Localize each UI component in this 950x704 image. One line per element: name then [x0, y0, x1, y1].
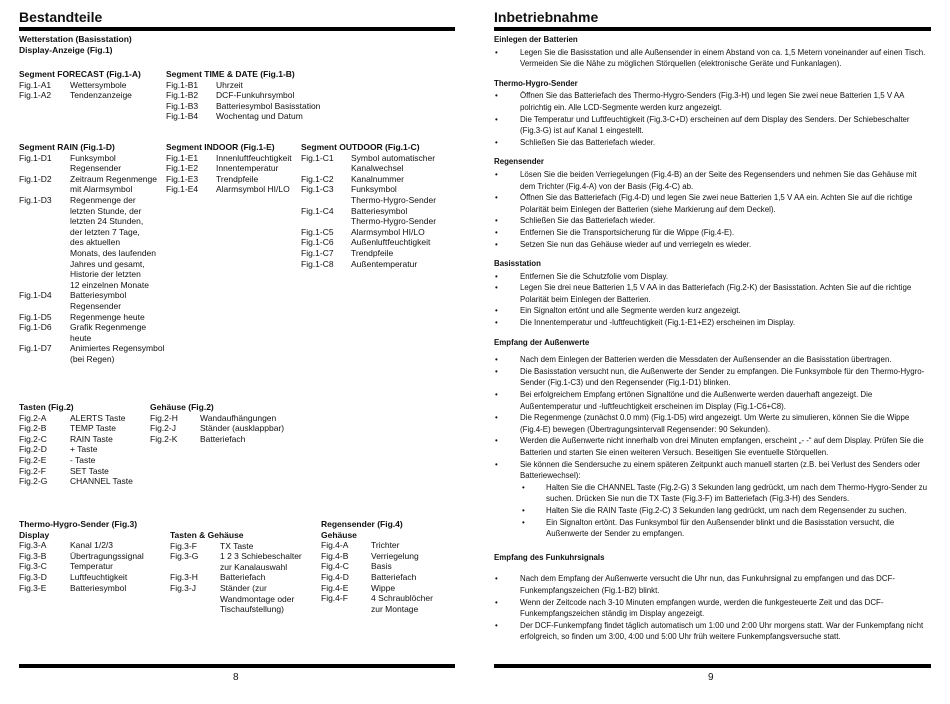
legend-row — [19, 248, 164, 259]
legend-description: des aktuellen — [70, 237, 121, 248]
legend-indoor — [166, 142, 292, 195]
legend-code: Fig.2-E — [19, 454, 47, 465]
legend-row — [19, 540, 144, 551]
legend-table — [301, 153, 436, 270]
bullet-list — [494, 271, 931, 329]
legend-code: Fig.2-J — [150, 423, 176, 434]
legend-code — [19, 354, 70, 365]
legend-row — [301, 227, 436, 238]
legend-description: Batteriefach — [371, 571, 417, 582]
legend-description: Batteriesymbol — [351, 205, 408, 216]
footer-rule — [19, 664, 455, 668]
list-item: • Die Temperatur und Luftfeuchtigkeit (Fig.3-C+D) erscheinen auf dem Display des Senders. Der Schiebeschalter (Fig.3-G) ist auf Kanal 1 eingestellt. — [494, 114, 931, 137]
legend-row — [321, 593, 433, 604]
legend-description: Wochentag und Datum — [216, 111, 303, 122]
legend-row — [301, 259, 436, 270]
legend-description: letzten 24 Stunden, — [70, 216, 144, 227]
section-title: Empfang der Außenwerte — [494, 337, 590, 347]
page-heading: Bestandteile — [19, 9, 103, 25]
list-item: • Setzen Sie nun das Gehäuse wieder auf und verriegeln es wieder. — [494, 239, 931, 251]
list-item: • Nach dem Einlegen der Batterien werden die Messdaten der Außensender an die Basisstation übertragen. — [494, 354, 931, 366]
legend-forecast — [19, 69, 141, 101]
legend-code: Fig.1-C1 — [301, 152, 334, 163]
heading-rule — [19, 27, 455, 31]
legend-row — [19, 455, 133, 466]
legend-code: Fig.3-J — [170, 582, 196, 593]
legend-row — [19, 476, 133, 487]
legend-code: Fig.3-D — [19, 571, 47, 582]
legend-table — [19, 80, 132, 101]
legend-code: Fig.1-B1 — [166, 79, 199, 90]
legend-description: Historie der letzten — [70, 269, 141, 280]
legend-description: Monats, des laufenden — [70, 247, 157, 258]
legend-description: Temperatur — [70, 561, 113, 572]
legend-description: Animiertes Regensymbol — [70, 343, 165, 354]
legend-table — [166, 80, 320, 122]
group-title: Segment OUTDOOR (Fig.1-C) — [301, 142, 420, 152]
legend-row — [19, 333, 164, 344]
legend-description: Trendpfeile — [216, 173, 259, 184]
list-item: • Nach dem Empfang der Außenwerte versucht die Uhr nun, das Funkuhrsignal zu empfangen und das DCF-Funkempfangszeichen (Fig.1-B2) blinkt. — [494, 573, 931, 596]
legend-code: Fig.3-H — [170, 572, 198, 583]
legend-description: Wandmontage oder — [220, 593, 295, 604]
legend-description: RAIN Taste — [70, 433, 113, 444]
legend-code: Fig.3-E — [19, 582, 47, 593]
legend-table — [166, 153, 292, 195]
legend-table — [150, 413, 284, 445]
section-title: Basisstation — [494, 259, 541, 269]
legend-row — [19, 206, 164, 217]
legend-description: Thermo-Hygro-Sender — [351, 216, 437, 227]
legend-row — [301, 195, 436, 206]
list-item: • Bei erfolgreichem Empfang ertönen Signaltöne und die Außenwerte werden dauerhaft angezeigt. Die Außentemperatur und -luftfeuchtigkeit erscheinen im Display (Fig.1-C6+C8). — [494, 389, 931, 412]
legend-code — [19, 269, 70, 280]
legend-code — [19, 333, 70, 344]
legend-row — [166, 90, 320, 101]
legend-description: Übertragungssignal — [70, 550, 144, 561]
list-item: • Ein Signalton ertönt. Das Funksymbol für den Außensender blinkt und die Basisstation versucht, die Außenwerte der Sender zu empfangen. — [494, 517, 931, 540]
list-item: • Öffnen Sie das Batteriefach des Thermo-Hygro-Senders (Fig.3-H) und legen Sie zwei neue Batterien 1,5 V AA polrichtig ein. Alle LCD-Segmente werden kurz angezeigt. — [494, 90, 931, 113]
legend-row — [321, 551, 433, 562]
legend-description: Symbol automatischer — [351, 152, 436, 163]
section-title: Thermo-Hygro-Sender — [494, 78, 578, 88]
legend-code: Fig.1-D5 — [19, 311, 52, 322]
legend-row — [170, 604, 302, 615]
legend-code: Fig.3-A — [19, 540, 47, 551]
legend-row — [19, 312, 164, 323]
list-item: • Schließen Sie das Batteriefach wieder. — [494, 137, 931, 149]
legend-code: Fig.1-E4 — [166, 184, 199, 195]
legend-row — [19, 551, 144, 562]
legend-description: Uhrzeit — [216, 79, 243, 90]
legend-row — [301, 184, 436, 195]
list-item: • Öffnen Sie das Batteriefach (Fig.4-D) und legen Sie zwei neue Batterien 1,5 V AA ein. Achten Sie auf die richtige Polarität beim Einlegen der Batterien (siehe Markierung auf dem Deckel). — [494, 192, 931, 215]
group-subtitle: Display — [19, 529, 50, 540]
legend-row — [19, 466, 133, 477]
legend-code: Fig.1-E1 — [166, 152, 199, 163]
legend-code — [19, 280, 70, 291]
legend-description: Zeitraum Regenmenge — [70, 173, 157, 184]
legend-row — [170, 572, 302, 583]
legend-row — [301, 163, 436, 174]
legend-description: Außentemperatur — [351, 258, 418, 269]
legend-description: Regensender — [70, 163, 122, 174]
legend-code: Fig.1-B3 — [166, 100, 199, 111]
legend-description: 1 2 3 Schiebeschalter — [220, 551, 302, 562]
page-number: 9 — [708, 672, 714, 683]
legend-description: TX Taste — [220, 540, 254, 551]
legend-row — [321, 561, 433, 572]
legend-row — [321, 540, 433, 551]
legend-description: Trendpfeile — [351, 247, 394, 258]
legend-code: Fig.1-C8 — [301, 258, 334, 269]
legend-code: Fig.2-G — [19, 476, 48, 487]
legend-description: Tendenzanzeige — [70, 90, 132, 101]
legend-code: Fig.3-B — [19, 550, 47, 561]
legend-code — [19, 227, 70, 238]
legend-code: Fig.3-C — [19, 561, 47, 572]
legend-row — [166, 101, 320, 112]
legend-code — [19, 237, 70, 248]
legend-row — [19, 90, 132, 101]
legend-description: zur Kanalauswahl — [220, 561, 288, 572]
legend-row — [19, 444, 133, 455]
legend-code: Fig.2-H — [150, 412, 178, 423]
legend-row — [166, 184, 292, 195]
group-title: Segment RAIN (Fig.1-D) — [19, 142, 115, 152]
legend-row — [301, 174, 436, 185]
legend-code: Fig.1-C7 — [301, 247, 334, 258]
legend-code: Fig.1-D1 — [19, 152, 52, 163]
legend-code: Fig.2-B — [19, 423, 47, 434]
legend-description: Wippe — [371, 582, 396, 593]
legend-row — [321, 583, 433, 594]
legend-row — [19, 354, 164, 365]
group-title: Tasten (Fig.2) — [19, 402, 74, 412]
legend-row — [19, 259, 164, 270]
legend-code — [19, 248, 70, 259]
legend-code: Fig.2-C — [19, 433, 47, 444]
list-item: • Halten Sie die RAIN Taste (Fig.2-C) 3 Sekunden lang gedrückt, um nach dem Regensender zu suchen. — [494, 505, 931, 517]
legend-timedate — [166, 69, 320, 122]
legend-code: Fig.1-A1 — [19, 79, 52, 90]
legend-code: Fig.1-D7 — [19, 343, 52, 354]
legend-row — [19, 343, 164, 354]
list-item: • Die Innentemperatur und -luftfeuchtigkeit (Fig.1-E1+E2) erscheinen im Display. — [494, 317, 931, 329]
legend-code: Fig.2-F — [19, 465, 46, 476]
legend-code: Fig.1-E2 — [166, 163, 199, 174]
legend-description: 12 einzelnen Monate — [70, 279, 149, 290]
legend-row — [19, 561, 144, 572]
legend-description: (bei Regen) — [70, 353, 115, 364]
legend-row — [166, 111, 320, 122]
legend-row — [170, 541, 302, 552]
legend-row — [19, 237, 164, 248]
legend-code: Fig.2-A — [19, 412, 47, 423]
legend-row — [166, 153, 292, 164]
legend-code: Fig.1-D4 — [19, 290, 52, 301]
section-title: Wetterstation (Basisstation) — [19, 34, 132, 44]
legend-row — [321, 604, 433, 615]
legend-description: Batteriefach — [200, 433, 246, 444]
legend-table — [321, 540, 433, 614]
legend-row — [301, 237, 436, 248]
list-item: • Schließen Sie das Batteriefach wieder. — [494, 215, 931, 227]
legend-row — [170, 594, 302, 605]
group-title: Segment INDOOR (Fig.1-E) — [166, 142, 275, 152]
legend-description: Regenmenge heute — [70, 311, 145, 322]
legend-description: Jahres und gesamt, — [70, 258, 145, 269]
legend-row — [19, 184, 164, 195]
legend-description: ALERTS Taste — [70, 412, 126, 423]
group-title: Thermo-Hygro-Sender (Fig.3) — [19, 519, 138, 529]
group-title: Regensender (Fig.4) — [321, 519, 403, 529]
section-title: Empfang des Funkuhrsignals — [494, 552, 605, 562]
list-item: • Wenn der Zeitcode nach 3-10 Minuten empfangen wurde, werden die funkgesteuerte Zeit und das DCF-Funkempfangszeichen ständig im Display angezeigt. — [494, 597, 931, 620]
legend-code: Fig.1-D6 — [19, 322, 52, 333]
legend-row — [301, 216, 436, 227]
legend-row — [19, 280, 164, 291]
legend-description: Batteriesymbol — [70, 290, 127, 301]
legend-description: TEMP Taste — [70, 423, 116, 434]
legend-code — [301, 163, 351, 174]
legend-row — [19, 301, 164, 312]
legend-row — [19, 583, 144, 594]
legend-description: Kanalwechsel — [351, 163, 404, 174]
legend-row — [19, 227, 164, 238]
legend-table — [19, 153, 164, 365]
legend-code: Fig.1-B4 — [166, 111, 199, 122]
legend-row — [166, 174, 292, 185]
legend-description: 4 Schraublöcher — [371, 593, 433, 604]
list-item: • Werden die Außenwerte nicht innerhalb von drei Minuten empfangen, erscheint „- -“ auf dem Display. Prüfen Sie die Batterien und starten Sie einen weiteren Versuch. Beseitigen Sie eventuelle Störquellen. — [494, 435, 931, 458]
legend-row — [321, 572, 433, 583]
legend-code: Fig.4-A — [321, 540, 349, 551]
legend-row — [19, 269, 164, 280]
legend-row — [19, 216, 164, 227]
legend-description: Alarmsymbol HI/LO — [216, 184, 290, 195]
legend-code — [19, 163, 70, 174]
legend-description: Außenluftfeuchtigkeit — [351, 237, 431, 248]
legend-outdoor — [301, 142, 436, 269]
legend-code — [19, 301, 70, 312]
bullet-list — [494, 47, 931, 70]
sub-bullet-list — [494, 482, 931, 540]
legend-description: Basis — [371, 561, 392, 572]
legend-code — [301, 195, 351, 206]
legend-code: Fig.1-C5 — [301, 226, 334, 237]
legend-table — [170, 541, 302, 615]
legend-description: Tischaufstellung) — [220, 604, 284, 615]
legend-row — [19, 290, 164, 301]
instructions — [494, 34, 931, 643]
legend-description: Thermo-Hygro-Sender — [351, 194, 437, 205]
list-item: • Die Basisstation versucht nun, die Außenwerte der Sender zu empfangen. Die Funksymbole für den Thermo-Hygro-Sender (Fig.1-C3) und den Regensender (Fig.1-D1) blinken. — [494, 366, 931, 389]
legend-description: Batteriesymbol — [70, 582, 127, 593]
legend-row — [170, 583, 302, 594]
legend-description: + Taste — [70, 444, 98, 455]
legend-row — [301, 248, 436, 259]
group-title: Segment FORECAST (Fig.1-A) — [19, 69, 141, 79]
legend-code: Fig.4-F — [321, 593, 348, 604]
legend-description: Grafik Regenmenge — [70, 322, 147, 333]
bullet-list — [494, 354, 931, 482]
heading-rule — [494, 27, 931, 31]
legend-code — [19, 184, 70, 195]
legend-description: letzten Stunde, der — [70, 205, 142, 216]
legend-description: Alarmsymbol HI/LO — [351, 226, 425, 237]
list-item: • Halten Sie die CHANNEL Taste (Fig.2-G) 3 Sekunden lang gedrückt, um nach dem Thermo-Hygro-Sender zu suchen. Drücken Sie nun die TX Taste (Fig.3-F) im Batteriefach (Fig.3-H) des Senders. — [494, 482, 931, 505]
legend-description: Trichter — [371, 540, 400, 551]
legend-row — [19, 80, 132, 91]
legend-code: Fig.1-C3 — [301, 184, 334, 195]
legend-row — [166, 163, 292, 174]
legend-code: Fig.4-D — [321, 571, 349, 582]
legend-description: Kanalnummer — [351, 173, 404, 184]
legend-code: Fig.1-D2 — [19, 173, 52, 184]
legend-code: Fig.2-K — [150, 433, 178, 444]
section-subtitle: Display-Anzeige (Fig.1) — [19, 45, 113, 55]
page-heading: Inbetriebnahme — [494, 9, 599, 25]
legend-description: der letzten 7 Tage, — [70, 226, 140, 237]
legend-description: Ständer (zur — [220, 582, 267, 593]
legend-description: DCF-Funkuhrsymbol — [216, 90, 295, 101]
bullet-list — [494, 169, 931, 250]
footer-rule — [494, 664, 931, 668]
bullet-list — [494, 90, 931, 148]
legend-row — [301, 153, 436, 164]
legend-row — [166, 80, 320, 91]
legend-description: Batteriesymbol Basisstation — [216, 100, 321, 111]
legend-gehaeuse — [150, 402, 284, 444]
right-page — [475, 0, 950, 704]
legend-regensender — [321, 519, 433, 614]
legend-description: SET Taste — [70, 465, 109, 476]
legend-row — [19, 572, 144, 583]
legend-description: zur Montage — [371, 603, 419, 614]
legend-description: Innentemperatur — [216, 163, 279, 174]
legend-row — [19, 423, 133, 434]
legend-description: Batteriefach — [220, 572, 266, 583]
legend-code: Fig.1-C4 — [301, 205, 334, 216]
list-item: • Legen Sie die Basisstation und alle Außensender in einem Abstand von ca. 1,5 Metern voneinander auf einen Tisch. Vermeiden Sie die Nähe zu möglichen Störquellen (elektronische Geräte und Funkanlagen). — [494, 47, 931, 70]
legend-description: Kanal 1/2/3 — [70, 540, 114, 551]
legend-description: Regensender — [70, 300, 122, 311]
legend-row — [301, 206, 436, 217]
legend-row — [19, 163, 164, 174]
legend-rain — [19, 142, 164, 364]
legend-description: - Taste — [70, 454, 96, 465]
list-item: • Ein Signalton ertönt und alle Segmente werden kurz angezeigt. — [494, 305, 931, 317]
list-item: • Sie können die Sendersuche zu einem späteren Zeitpunkt auch manuell starten (z.B. bei Verlust des Senders oder Batteriewechsel): — [494, 459, 931, 482]
legend-code — [170, 604, 220, 615]
legend-code — [19, 216, 70, 227]
legend-code — [19, 206, 70, 217]
bullet-list — [494, 573, 931, 643]
group-subtitle: Gehäuse — [321, 529, 357, 540]
legend-code: Fig.1-A2 — [19, 90, 52, 101]
legend-description: Innenluftfeuchtigkeit — [216, 152, 292, 163]
list-item: • Entfernen Sie die Transportsicherung für die Wippe (Fig.4-E). — [494, 227, 931, 239]
legend-code: Fig.1-C6 — [301, 237, 334, 248]
legend-description: CHANNEL Taste — [70, 476, 133, 487]
legend-row — [150, 434, 284, 445]
legend-thermo — [19, 519, 144, 593]
legend-row — [19, 153, 164, 164]
legend-description: heute — [70, 332, 92, 343]
legend-code: Fig.1-E3 — [166, 173, 199, 184]
legend-code — [170, 562, 220, 573]
legend-description: Wettersymbole — [70, 79, 127, 90]
legend-tgehaeuse — [170, 530, 302, 615]
legend-row — [150, 413, 284, 424]
legend-row — [150, 423, 284, 434]
legend-code: Fig.3-F — [170, 540, 197, 551]
legend-row — [170, 551, 302, 562]
list-item: • Der DCF-Funkempfang findet täglich automatisch um 1:00 und 2:00 Uhr morgens statt. War der Funkempfang nicht erfolgreich, so finden um 3:00, 4:00 und 5:00 Uhr früh weitere Funkempfangsversuche statt. — [494, 620, 931, 643]
legend-code: Fig.4-E — [321, 582, 349, 593]
list-item: • Entfernen Sie die Schutzfolie vom Display. — [494, 271, 931, 283]
legend-description: mit Alarmsymbol — [70, 184, 133, 195]
list-item: • Legen Sie drei neue Batterien 1,5 V AA in das Batteriefach (Fig.2-K) der Basisstation. Achten Sie auf die richtige Polarität beim Einlegen der Batterien. — [494, 282, 931, 305]
group-title: Segment TIME & DATE (Fig.1-B) — [166, 69, 295, 79]
legend-code — [301, 216, 351, 227]
legend-table — [19, 540, 144, 593]
legend-code: Fig.2-D — [19, 444, 47, 455]
legend-description: Wandaufhängungen — [200, 412, 277, 423]
page-number: 8 — [233, 672, 239, 683]
legend-tasten — [19, 402, 133, 487]
legend-row — [170, 562, 302, 573]
legend-code — [170, 594, 220, 605]
section-title: Regensender — [494, 157, 544, 167]
legend-code: Fig.4-C — [321, 561, 349, 572]
legend-code: Fig.4-B — [321, 550, 349, 561]
legend-table — [19, 413, 133, 487]
list-item: • Die Regenmenge (zunächst 0.0 mm) (Fig.1-D5) wird angezeigt. Um Werte zu simulieren, können Sie die Wippe (Fig.4-E) bewegen (Übertragungsintervall Regensender: 90 Sekunden). — [494, 412, 931, 435]
legend-row — [19, 174, 164, 185]
legend-code — [321, 604, 371, 615]
legend-description: Verriegelung — [371, 550, 419, 561]
legend-description: Ständer (ausklappbar) — [200, 423, 285, 434]
legend-code: Fig.3-G — [170, 551, 199, 562]
section-title: Einlegen der Batterien — [494, 35, 578, 44]
legend-description: Luftfeuchtigkeit — [70, 571, 128, 582]
group-title: Gehäuse (Fig.2) — [150, 402, 214, 412]
legend-code: Fig.1-B2 — [166, 90, 199, 101]
legend-row — [19, 413, 133, 424]
legend-code: Fig.1-C2 — [301, 173, 334, 184]
list-item: • Lösen Sie die beiden Verriegelungen (Fig.4-B) an der Seite des Regensenders und nehmen Sie das Gehäuse mit dem Trichter (Fig.4-A) von der Basis (Fig.4-C) ab. — [494, 169, 931, 192]
group-title: Tasten & Gehäuse — [170, 530, 244, 540]
legend-row — [19, 322, 164, 333]
legend-description: Funksymbol — [351, 184, 397, 195]
legend-code: Fig.1-D3 — [19, 194, 52, 205]
legend-description: Funksymbol — [70, 152, 116, 163]
legend-row — [19, 434, 133, 445]
legend-row — [19, 195, 164, 206]
legend-code — [19, 259, 70, 270]
legend-description: Regenmenge der — [70, 194, 136, 205]
